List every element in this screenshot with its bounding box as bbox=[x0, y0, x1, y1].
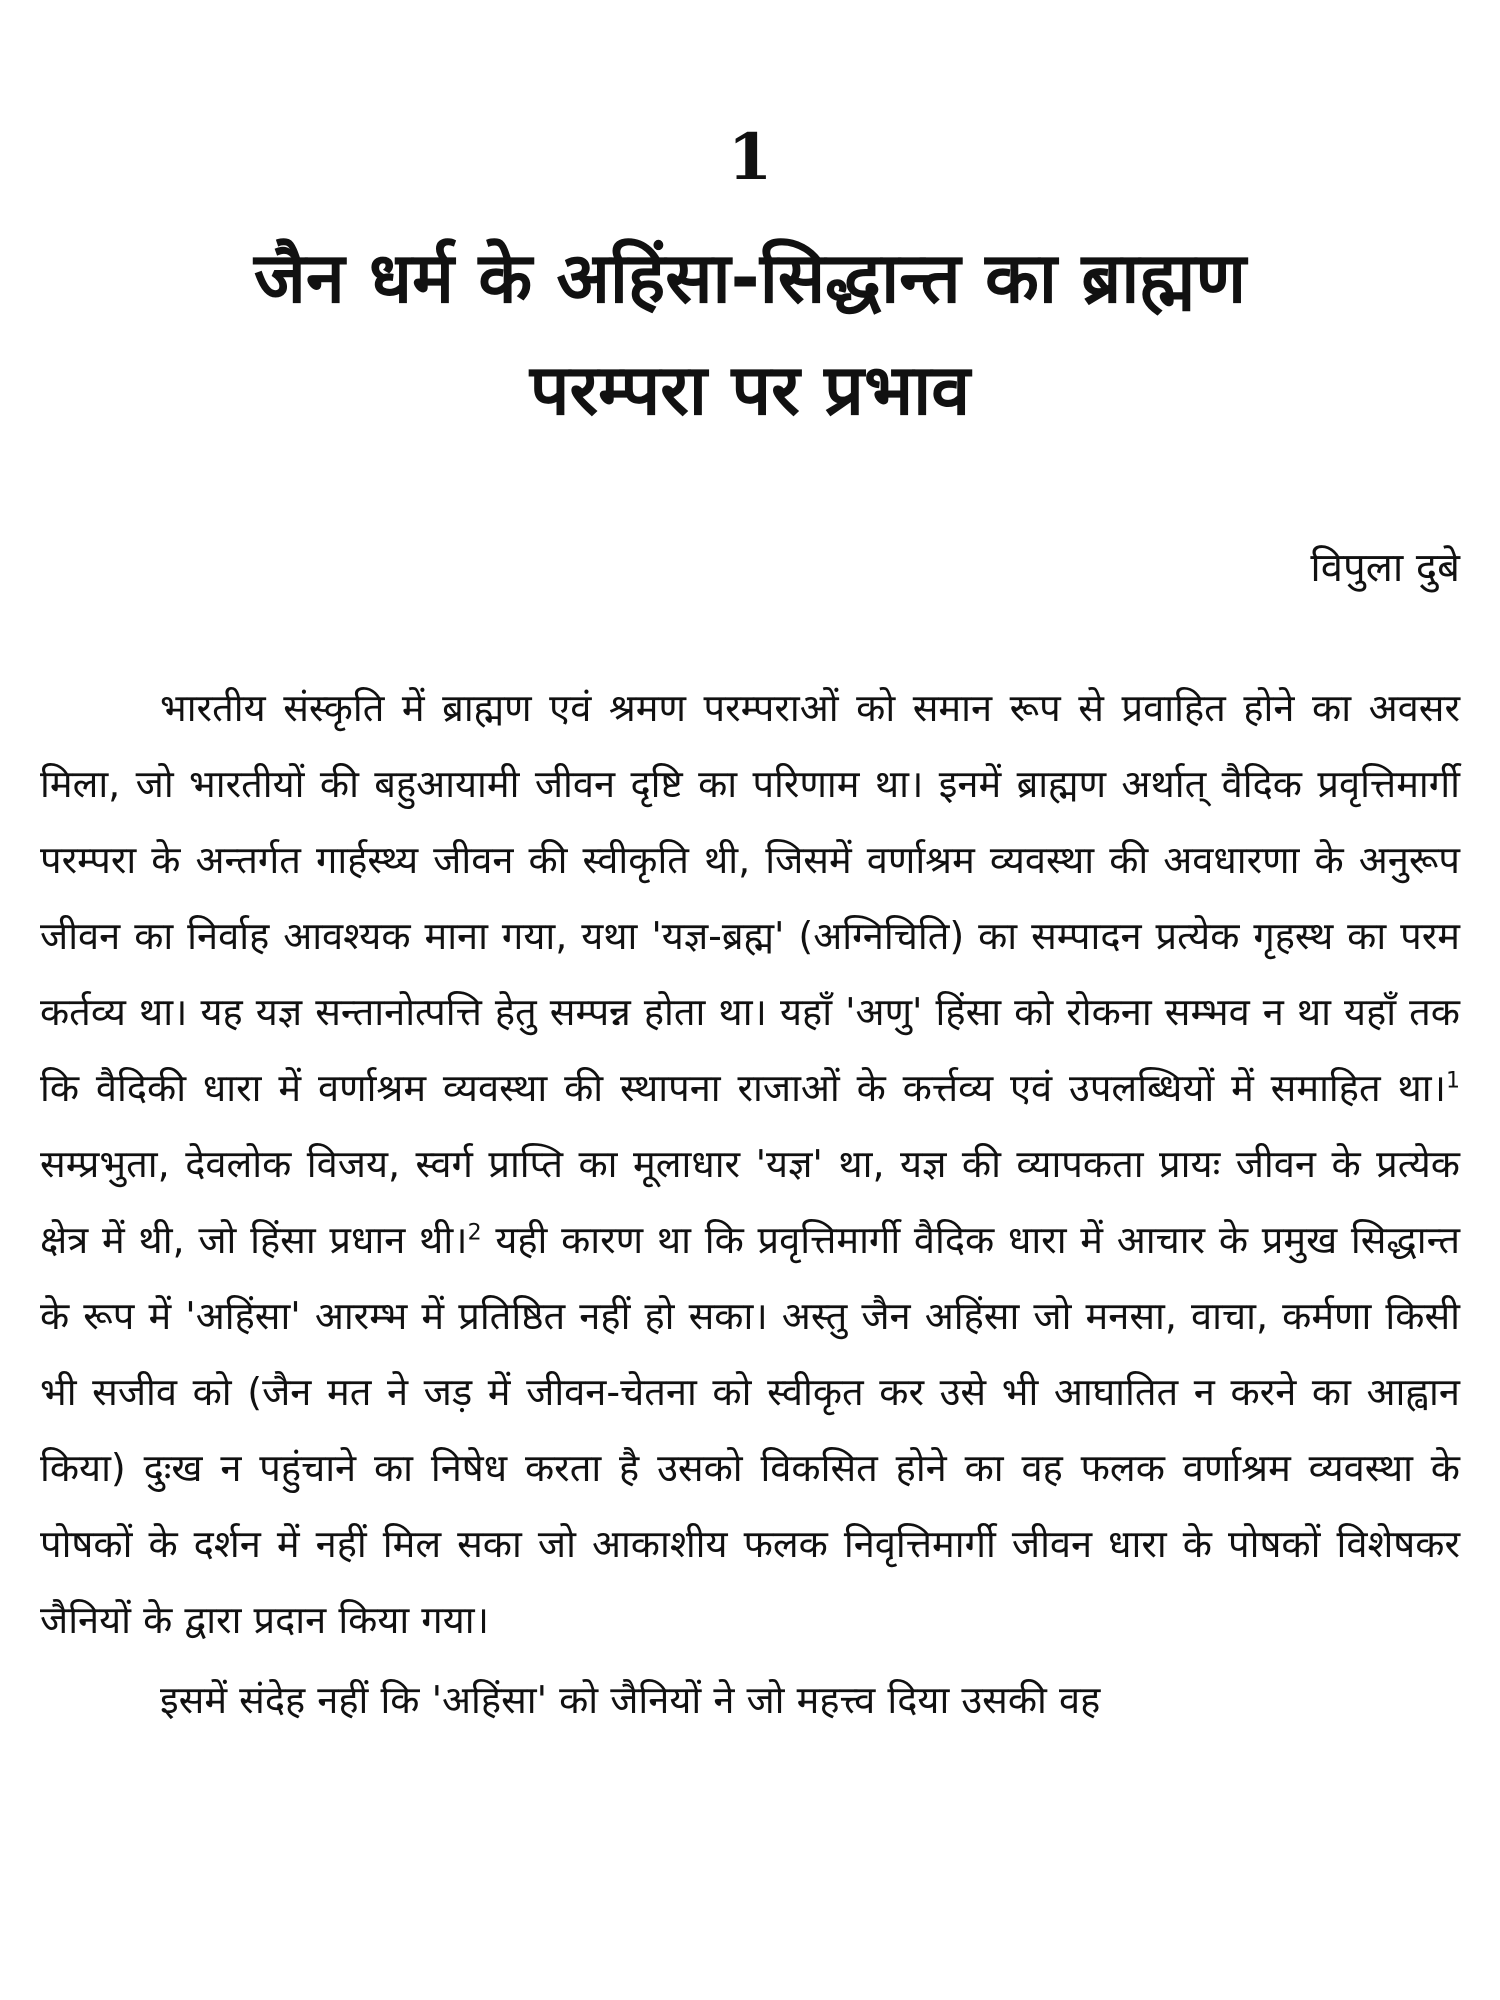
footnote-marker-1: 1 bbox=[1446, 1068, 1460, 1094]
chapter-number: 1 bbox=[727, 120, 773, 195]
chapter-title bbox=[40, 222, 1460, 446]
paragraph-2: इसमें संदेह नहीं कि 'अहिंसा' को जैनियों ने जो महत्त्व दिया उसकी वह bbox=[160, 1678, 1101, 1722]
paragraph-1-part-1: भारतीय संस्कृति में ब्राह्मण एवं श्रमण परम्पराओं को समान रूप से प्रवाहित होने का अवसर मिला, जो भारतीयों की बहुआयामी जीवन दृष्टि का परिणाम था। इनमें ब्राह्मण अर्थात् वैदिक प्रवृत्तिमार्गी परम्परा के अन्तर्गत गार्हस्थ्य जीवन की स्वीकृति थी, जिसमें वर्णाश्रम व्यवस्था की अवधारणा के अनुरूप जीवन का निर्वाह आवश्यक माना गया, यथा 'यज्ञ-ब्रह्म' (अग्निचिति) का सम्पादन प्रत्येक गृहस्थ का परम कर्तव्य था। यह यज्ञ सन्तानोत्पत्ति हेतु सम्पन्न होता था। यहाँ 'अणु' हिंसा को रोकना सम्भव न था यहाँ तक कि वैदिकी धारा में वर्णाश्रम व्यवस्था की स्थापना राजाओं के कर्त्तव्य एवं उपलब्धियों में समाहित था। bbox=[40, 686, 1460, 1110]
paragraph-1-part-2: सम्प्रभुता, देवलोक विजय, स्वर्ग प्राप्ति का मूलाधार 'यज्ञ' था, यज्ञ की व्यापकता प्रायः जीवन के प्रत्येक क्षेत्र में थी, जो हिंसा प्रधान थी। bbox=[40, 1142, 1460, 1262]
chapter-title-line-2: परम्परा पर प्रभाव bbox=[529, 349, 971, 431]
paragraph-1 bbox=[40, 670, 1460, 1658]
footnote-marker-2: 2 bbox=[467, 1220, 482, 1246]
chapter-title-line-1: जैन धर्म के अहिंसा-सिद्धान्त का ब्राह्मण bbox=[253, 237, 1247, 319]
author-name: विपुला दुबे bbox=[1310, 545, 1460, 591]
body-text bbox=[40, 670, 1460, 1738]
paragraph-1-part-3: यही कारण था कि प्रवृत्तिमार्गी वैदिक धारा में आचार के प्रमुख सिद्धान्त के रूप में 'अहिंसा' आरम्भ में प्रतिष्ठित नहीं हो सका। अस्तु जैन अहिंसा जो मनसा, वाचा, कर्मणा किसी भी सजीव को (जैन मत ने जड़ में जीवन-चेतना को स्वीकृत कर उसे भी आघातित न करने का आह्वान किया) दुःख न पहुंचाने का निषेध करता है उसको विकसित होने का वह फलक वर्णाश्रम व्यवस्था के पोषकों के दर्शन में नहीं मिल सका जो आकाशीय फलक निवृत्तिमार्गी जीवन धारा के पोषकों विशेषकर जैनियों के द्वारा प्रदान किया गया। bbox=[40, 1218, 1460, 1642]
